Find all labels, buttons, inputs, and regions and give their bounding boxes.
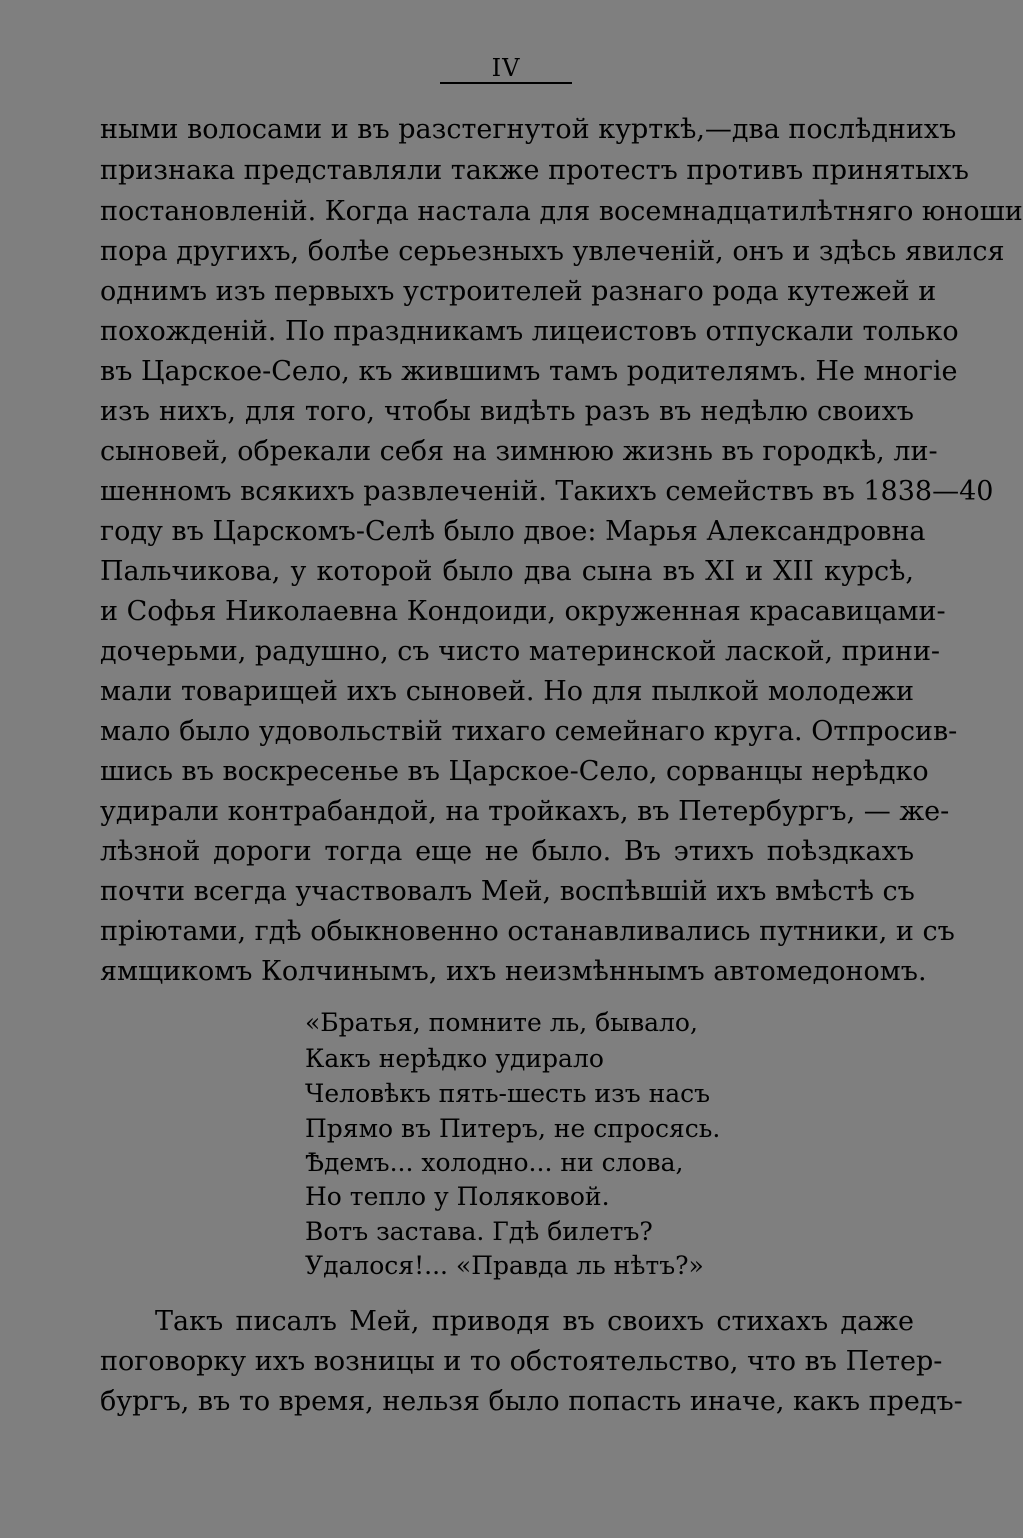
text-line: сыновей, обрекали себя на зимнюю жизнь въ городкѣ, ли-: [100, 436, 938, 467]
text-line: поговорку ихъ возницы и то обстоятельство, что въ Петер-: [100, 1346, 943, 1377]
text-line: однимъ изъ первыхъ устроителей разнаго рода кутежей и: [100, 276, 937, 307]
text-line: ными волосами и въ разстегнутой курткѣ,—два послѣднихъ: [100, 114, 957, 145]
text-line: удирали контрабандой, на тройкахъ, въ Петербургъ, — же-: [100, 796, 950, 827]
text-line: изъ нихъ, для того, чтобы видѣть разъ въ недѣлю своихъ: [100, 396, 914, 427]
text-line: въ Царское-Село, къ жившимъ тамъ родителямъ. Не многіе: [100, 356, 958, 387]
text-line: лѣзной дороги тогда еще не было. Въ этихъ поѣздкахъ: [100, 836, 914, 867]
text-line: бургъ, въ то время, нельзя было попасть иначе, какъ предъ-: [100, 1386, 963, 1417]
page-number: IV: [491, 54, 521, 82]
text-line: пора другихъ, болѣе серьезныхъ увлеченій, онъ и здѣсь явился: [100, 236, 1005, 267]
verse-line: «Братья, помните ль, бывало,: [305, 1008, 698, 1037]
text-line: мали товарищей ихъ сыновей. Но для пылкой молодежи: [100, 676, 914, 707]
text-line: почти всегда участвовалъ Мей, воспѣвшій ихъ вмѣстѣ съ: [100, 876, 915, 907]
text-line: Пальчикова, у которой было два сына въ XI и XII курсѣ,: [100, 556, 914, 587]
text-line: пріютами, гдѣ обыкновенно останавливались путники, и съ: [100, 916, 955, 947]
verse-line: Прямо въ Питеръ, не спросясь.: [305, 1114, 721, 1143]
verse-line: Человѣкъ пять-шесть изъ насъ: [305, 1079, 711, 1108]
verse-line: Удалося!... «Правда ль нѣтъ?»: [305, 1251, 704, 1280]
text-line: мало было удовольствій тихаго семейнаго круга. Отпросив-: [100, 716, 958, 747]
text-line: шенномъ всякихъ развлеченій. Такихъ семействъ въ 1838—40: [100, 476, 994, 507]
text-line: и Софья Николаевна Кондоиди, окруженная красавицами-: [100, 596, 946, 627]
text-line: дочерьми, радушно, съ чисто материнской лаской, прини-: [100, 636, 941, 667]
verse-line: Вотъ застава. Гдѣ билетъ?: [305, 1217, 653, 1246]
verse-line: Но тепло у Поляковой.: [305, 1182, 610, 1211]
text-line: признака представляли также протестъ противъ принятыхъ: [100, 155, 969, 186]
verse-line: Какъ нерѣдко удирало: [305, 1044, 604, 1073]
text-line: году въ Царскомъ-Селѣ было двое: Марья Александровна: [100, 516, 926, 547]
page-number-rule: [440, 82, 572, 84]
text-line: похожденій. По праздникамъ лицеистовъ отпускали только: [100, 316, 959, 347]
text-line: ямщикомъ Колчинымъ, ихъ неизмѣннымъ автомедономъ.: [100, 956, 927, 987]
verse-line: Ѣдемъ... холодно... ни слова,: [305, 1148, 684, 1177]
text-line: шись въ воскресенье въ Царское-Село, сорванцы нерѣдко: [100, 756, 929, 787]
text-line: Такъ писалъ Мей, приводя въ своихъ стихахъ даже: [155, 1306, 914, 1337]
text-line: постановленій. Когда настала для восемнадцатилѣтняго юноши: [100, 196, 1023, 227]
